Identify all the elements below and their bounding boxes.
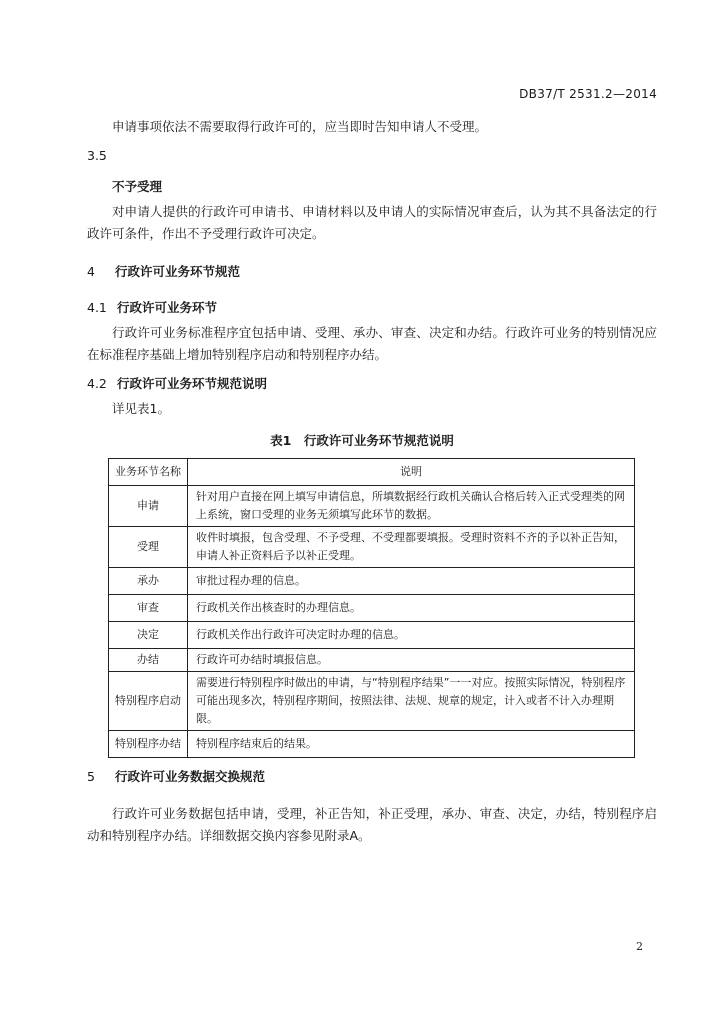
step-description: 行政机关作出核查时的办理信息。 [188,595,635,622]
step-description: 针对用户直接在网上填写申请信息，所填数据经行政机关确认合格后转入正式受理类的网上系统，窗口受理的业务无须填写此环节的数据。 [188,486,635,527]
step-name: 特别程序启动 [109,672,188,731]
step-description: 收件时填报，包含受理、不予受理、不受理都要填报。受理时资料不齐的予以补正告知，申请人补正资料后予以补正受理。 [188,527,635,568]
section-4-2-heading [87,374,267,392]
term-title-refusal: 不予受理 [112,179,163,194]
section-4-2-title: 行政许可业务环节规范说明 [117,376,268,391]
table-caption: 表1 行政许可业务环节规范说明 [270,433,454,448]
section-4-heading [87,262,240,280]
table-row [109,568,635,595]
section-4-1-number: 4.1 [87,300,107,315]
business-steps-table [108,458,635,758]
section-4-1-title: 行政许可业务环节 [117,300,218,315]
section-4-number: 4 [87,264,95,279]
step-name: 审查 [109,595,188,622]
table-row [109,672,635,731]
step-name: 决定 [109,622,188,649]
paragraph-immediate-notice: 申请事项依法不需要取得行政许可的，应当即时告知申请人不受理。 [112,119,488,134]
page-number: 2 [636,940,643,953]
table-row [109,622,635,649]
table-row [109,649,635,672]
standard-number: DB37/T 2531.2—2014 [519,87,657,101]
section-4-2-number: 4.2 [87,376,107,391]
table-row [109,731,635,758]
step-description: 需要进行特别程序时做出的申请，与“特别程序结果”一一对应。按照实际情况，特别程序可能出现多次，特别程序期间，按照法律、法规、规章的规定，计入或者不计入办理期限。 [188,672,635,731]
section-4-1-text: 行政许可业务标准程序宜包括申请、受理、承办、审查、决定和办结。行政许可业务的特别情况应在标准程序基础上增加特别程序启动和特别程序办结。 [87,325,657,362]
step-name: 特别程序办结 [109,731,188,758]
step-description: 行政机关作出行政许可决定时办理的信息。 [188,622,635,649]
table-header-row [109,459,635,486]
header-description: 说明 [188,459,635,486]
step-name: 申请 [109,486,188,527]
table-row [109,527,635,568]
step-description: 行政许可办结时填报信息。 [188,649,635,672]
section-5-title: 行政许可业务数据交换规范 [115,769,266,784]
table-row [109,595,635,622]
step-description: 审批过程办理的信息。 [188,568,635,595]
section-4-2-text: 详见表1。 [112,401,170,416]
step-name: 受理 [109,527,188,568]
section-5-text: 行政许可业务数据包括申请，受理，补正告知，补正受理，承办、审查、决定，办结，特别程序启动和特别程序办结。详细数据交换内容参见附录A。 [87,806,657,843]
section-5-number: 5 [87,769,95,784]
step-name: 承办 [109,568,188,595]
step-name: 办结 [109,649,188,672]
header-step-name: 业务环节名称 [109,459,188,486]
section-5-heading [87,767,265,785]
section-4-1-heading [87,298,217,316]
term-definition-refusal: 对申请人提供的行政许可申请书、申请材料以及申请人的实际情况审查后，认为其不具备法定的行政许可条件，作出不予受理行政许可决定。 [87,204,657,241]
section-4-title: 行政许可业务环节规范 [115,264,241,279]
step-description: 特别程序结束后的结果。 [188,731,635,758]
term-number-3-5: 3.5 [87,148,107,163]
table-row [109,486,635,527]
